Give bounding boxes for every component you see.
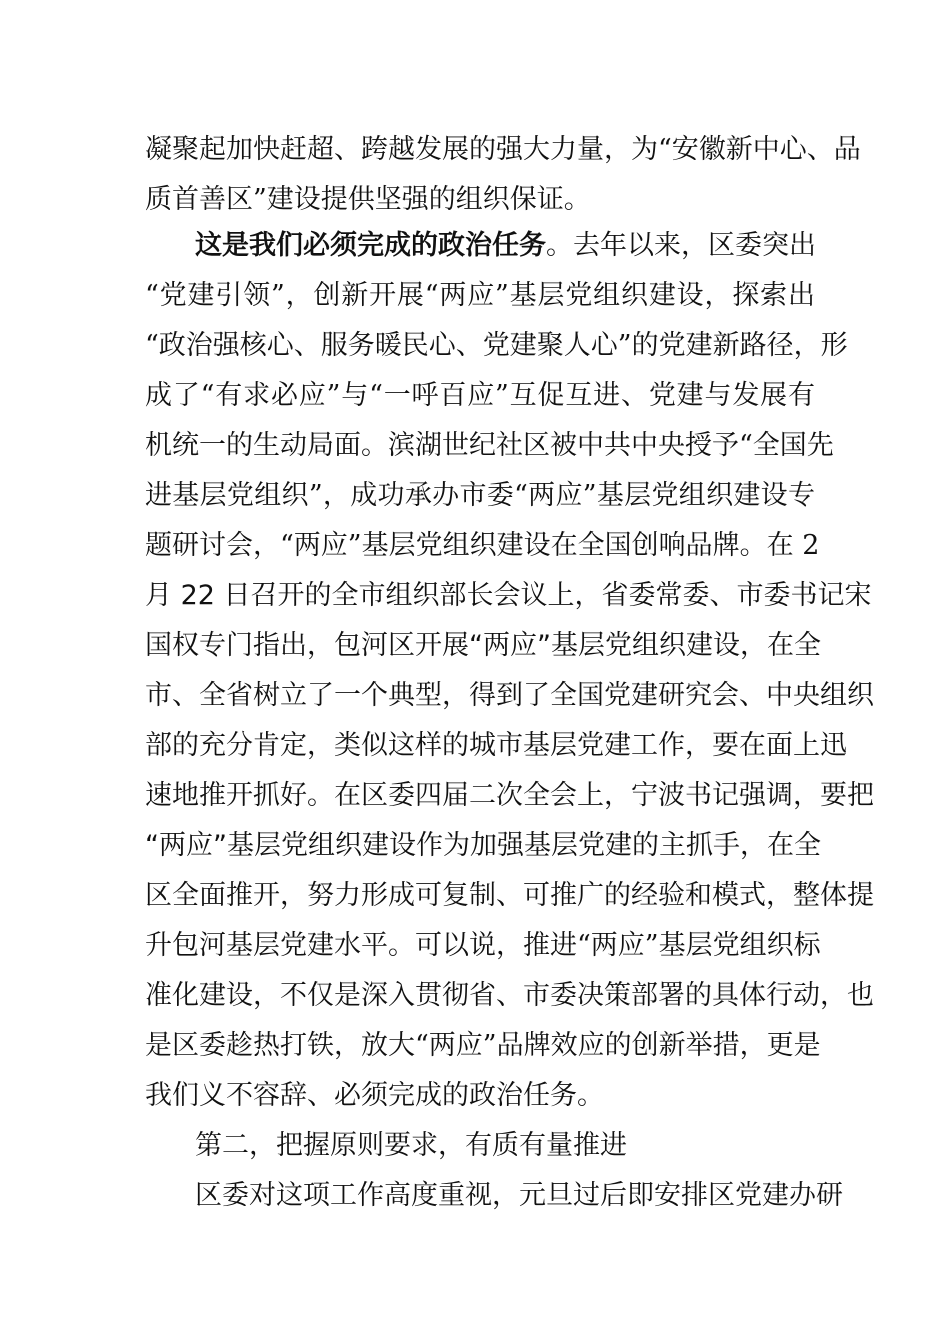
text-line — [145, 572, 872, 620]
text-segment: “党建引领”，创新开展“两应”基层党组织建设，探索出 — [145, 280, 815, 311]
text-segment: 部的充分肯定，类似这样的城市基层党建工作，要在面上迅 — [145, 730, 847, 761]
text-segment: 区委对这项工作高度重视，元旦过后即安排区党建办研 — [195, 1180, 843, 1211]
text-segment: 我们义不容辞、必须完成的政治任务。 — [145, 1080, 604, 1111]
text-line — [145, 1172, 843, 1220]
text-line — [145, 772, 874, 820]
text-segment: 市、全省树立了一个典型，得到了全国党建研究会、中央组织 — [145, 680, 874, 711]
text-line — [145, 272, 815, 320]
text-line — [145, 126, 861, 174]
text-segment: 升包河基层党建水平 — [145, 930, 388, 961]
text-segment: 题研讨会，“两应”基层党组织建设在全国创响品牌。在 2 — [145, 530, 820, 561]
text-segment: 速地推开抓好。在区委四届二次全会上，宁波书记强调，要把 — [145, 780, 874, 811]
text-segment: 省委常委、市委书记宋 — [601, 580, 872, 611]
text-line — [145, 322, 848, 370]
text-segment: 是区委趁热打铁，放大“两应”品牌效应的创新举措，更是 — [145, 1030, 821, 1061]
text-segment: “两应”基层党组织建设作为加强基层党建的主抓手，在全 — [145, 830, 821, 861]
text-segment: 国权专门指出，包河区开展“两应”基层党组织建设，在全 — [145, 630, 821, 661]
text-segment: 。去年以来，区委突出 — [546, 230, 816, 261]
text-line — [145, 1022, 821, 1070]
text-line — [145, 176, 815, 224]
text-line — [145, 1122, 815, 1170]
text-line — [145, 822, 821, 870]
text-line — [145, 872, 874, 920]
text-segment: 质首善区”建设提供坚强的组织保证。 — [145, 184, 591, 215]
text-segment: 机统一的生动局面。滨湖世纪社区被中共中央授予“全国先 — [145, 430, 834, 461]
text-line — [145, 222, 815, 270]
text-line — [145, 922, 821, 970]
text-line — [145, 1072, 815, 1120]
text-segment: 这是我们必须完成的政治任务 — [195, 230, 546, 261]
text-segment: 准化建设，不仅是深入贯彻省、市委决策部署的具体行动，也 — [145, 980, 874, 1011]
text-segment: 进基层党组织”，成功承办市委“两应”基层党组织建设专 — [145, 480, 815, 511]
text-line — [145, 722, 847, 770]
text-segment: “政治强核心、服务暖民心、党建聚人心”的党建新路径，形 — [145, 330, 848, 361]
text-line — [145, 422, 834, 470]
text-line — [145, 372, 815, 420]
text-segment: 成了“有求必应”与“一呼百应”互促互进、党建与发展有 — [145, 380, 815, 411]
text-line — [145, 622, 821, 670]
text-segment: 。可以说，推进“两应”基层党组织标 — [388, 930, 821, 961]
text-segment: 月 22 日召开的全市组织部长会议上， — [145, 580, 602, 611]
text-line — [145, 472, 815, 520]
text-segment: 区全面推开，努力形成可复制、可推广的经验和模式，整体提 — [145, 880, 874, 911]
text-line — [145, 522, 820, 570]
text-line — [145, 672, 874, 720]
text-segment: 第二，把握原则要求，有质有量推进 — [195, 1130, 627, 1161]
text-line — [145, 972, 874, 1020]
text-segment: 凝聚起加快赶超、跨越发展的强大力量，为“安徽新中心、品 — [145, 134, 861, 165]
